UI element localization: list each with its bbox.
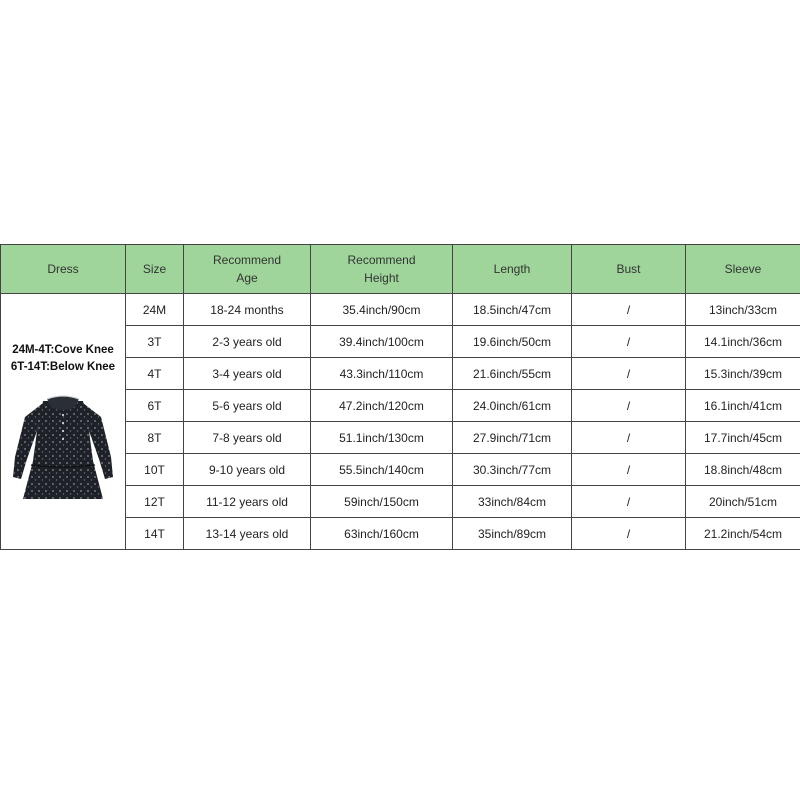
size-cell: 24M: [126, 294, 184, 326]
height-cell: 35.4inch/90cm: [311, 294, 453, 326]
sleeve-cell: 13inch/33cm: [686, 294, 800, 326]
sleeve-cell: 21.2inch/54cm: [686, 518, 800, 550]
header-height-line1: Recommend: [347, 253, 416, 267]
bust-cell: /: [572, 454, 686, 486]
dress-image: [9, 391, 117, 503]
header-age-line2: Age: [236, 271, 258, 285]
age-cell: 11-12 years old: [184, 486, 311, 518]
age-cell: 7-8 years old: [184, 422, 311, 454]
sleeve-cell: 15.3inch/39cm: [686, 358, 800, 390]
table-row: [1, 294, 800, 326]
header-sleeve: Sleeve: [686, 245, 800, 294]
header-age-line1: Recommend: [212, 253, 282, 267]
age-cell: 3-4 years old: [184, 358, 311, 390]
height-cell: 39.4inch/100cm: [311, 326, 453, 358]
fit-note-line2: 6T-14T:Below Knee: [10, 360, 116, 373]
height-cell: 47.2inch/120cm: [311, 390, 453, 422]
height-cell: 63inch/160cm: [311, 518, 453, 550]
height-cell: 59inch/150cm: [311, 486, 453, 518]
bust-cell: /: [572, 422, 686, 454]
length-cell: 33inch/84cm: [453, 486, 572, 518]
header-length: Length: [453, 245, 572, 294]
age-cell: 9-10 years old: [184, 454, 311, 486]
sleeve-cell: 18.8inch/48cm: [686, 454, 800, 486]
size-cell: 6T: [126, 390, 184, 422]
bust-cell: /: [572, 294, 686, 326]
age-cell: 2-3 years old: [184, 326, 311, 358]
length-cell: 19.6inch/50cm: [453, 326, 572, 358]
length-cell: 24.0inch/61cm: [453, 390, 572, 422]
height-cell: 55.5inch/140cm: [311, 454, 453, 486]
header-dress: Dress: [1, 245, 126, 294]
table-header-row: [1, 245, 800, 294]
age-cell: 18-24 months: [184, 294, 311, 326]
bust-cell: /: [572, 326, 686, 358]
size-cell: 10T: [126, 454, 184, 486]
bust-cell: /: [572, 358, 686, 390]
length-cell: 18.5inch/47cm: [453, 294, 572, 326]
bust-cell: /: [572, 486, 686, 518]
header-recommend-age: [184, 245, 311, 294]
size-cell: 4T: [126, 358, 184, 390]
length-cell: 27.9inch/71cm: [453, 422, 572, 454]
header-bust: Bust: [572, 245, 686, 294]
length-cell: 21.6inch/55cm: [453, 358, 572, 390]
dress-cell: [1, 294, 126, 550]
sleeve-cell: 17.7inch/45cm: [686, 422, 800, 454]
sleeve-cell: 14.1inch/36cm: [686, 326, 800, 358]
size-cell: 12T: [126, 486, 184, 518]
bust-cell: /: [572, 390, 686, 422]
size-cell: 14T: [126, 518, 184, 550]
fit-note-line1: 24M-4T:Cove Knee: [12, 343, 114, 356]
age-cell: 5-6 years old: [184, 390, 311, 422]
length-cell: 30.3inch/77cm: [453, 454, 572, 486]
length-cell: 35inch/89cm: [453, 518, 572, 550]
size-cell: 8T: [126, 422, 184, 454]
header-recommend-height: [311, 245, 453, 294]
bust-cell: /: [572, 518, 686, 550]
size-cell: 3T: [126, 326, 184, 358]
height-cell: 43.3inch/110cm: [311, 358, 453, 390]
sleeve-cell: 16.1inch/41cm: [686, 390, 800, 422]
age-cell: 13-14 years old: [184, 518, 311, 550]
header-height-line2: Height: [364, 271, 399, 285]
size-chart-table: [0, 244, 800, 550]
sleeve-cell: 20inch/51cm: [686, 486, 800, 518]
header-size: Size: [126, 245, 184, 294]
height-cell: 51.1inch/130cm: [311, 422, 453, 454]
